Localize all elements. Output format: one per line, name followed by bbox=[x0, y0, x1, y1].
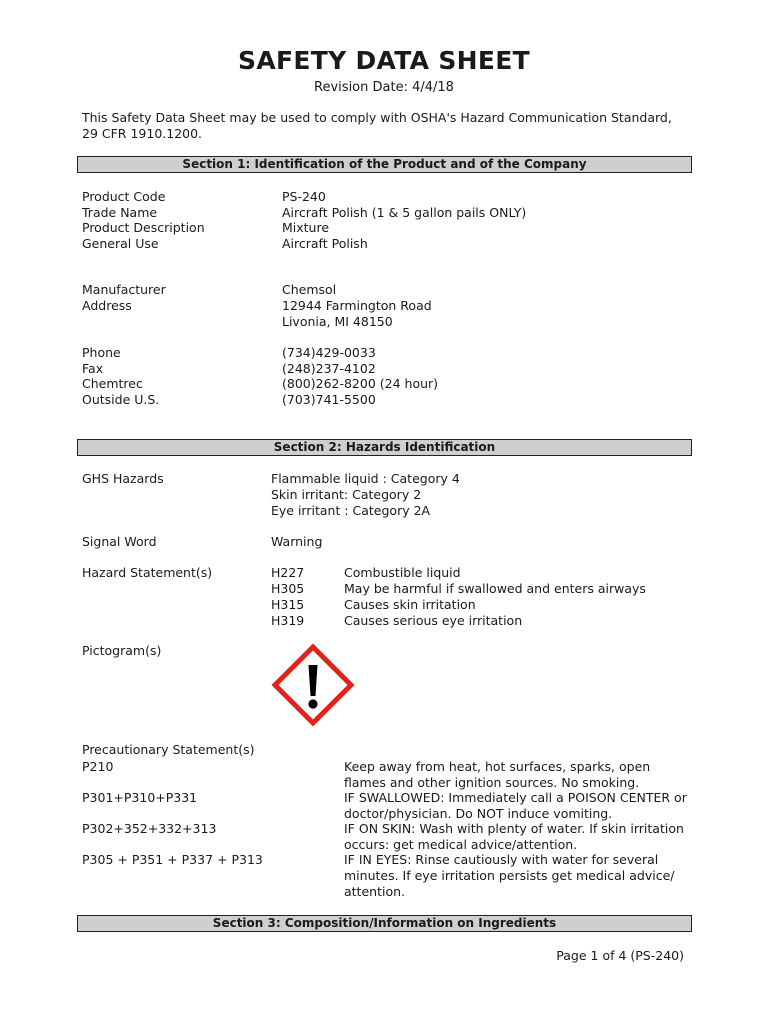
hazard-code: H319 bbox=[271, 613, 305, 628]
ghs-exclamation-mark-icon bbox=[271, 643, 355, 727]
hazard-code: H227 bbox=[271, 565, 305, 580]
ghs-hazard-3: Eye irritant : Category 2A bbox=[271, 503, 431, 518]
signal-word-value: Warning bbox=[271, 534, 323, 549]
hazard-text: Causes serious eye irritation bbox=[344, 613, 523, 628]
fax-value: (248)237-4102 bbox=[282, 361, 376, 376]
phone-value: (734)429-0033 bbox=[282, 345, 376, 360]
revision-date: Revision Date: 4/4/18 bbox=[314, 80, 454, 95]
hazard-text: May be harmful if swallowed and enters airways bbox=[344, 581, 646, 596]
address-label: Address bbox=[82, 298, 132, 313]
signal-word-label: Signal Word bbox=[82, 534, 157, 549]
precautionary-text: IF IN EYES: Rinse cautiously with water for several minutes. If eye irritation persists get medical advice/ attention. bbox=[344, 852, 675, 899]
product-description-label: Product Description bbox=[82, 220, 205, 235]
general-use-label: General Use bbox=[82, 236, 159, 251]
precautionary-statements-label: Precautionary Statement(s) bbox=[82, 742, 255, 757]
product-description-value: Mixture bbox=[282, 220, 330, 235]
document-title: SAFETY DATA SHEET bbox=[238, 46, 530, 75]
phone-label: Phone bbox=[82, 345, 121, 360]
ghs-hazard-1: Flammable liquid : Category 4 bbox=[271, 471, 460, 486]
general-use-value: Aircraft Polish bbox=[282, 236, 368, 251]
trade-name-label: Trade Name bbox=[82, 205, 158, 220]
hazard-text: Combustible liquid bbox=[344, 565, 461, 580]
hazard-code: H315 bbox=[271, 597, 305, 612]
manufacturer-label: Manufacturer bbox=[82, 282, 166, 297]
address-line-2: Livonia, MI 48150 bbox=[282, 314, 393, 329]
product-code-label: Product Code bbox=[82, 189, 166, 204]
hazard-text: Causes skin irritation bbox=[344, 597, 476, 612]
page-footer: Page 1 of 4 (PS-240) bbox=[556, 948, 684, 963]
trade-name-value: Aircraft Polish (1 & 5 gallon pails ONLY) bbox=[282, 205, 527, 220]
chemtrec-label: Chemtrec bbox=[82, 376, 143, 391]
hazard-code: H305 bbox=[271, 581, 305, 596]
precautionary-code: P305 + P351 + P337 + P313 bbox=[82, 852, 263, 867]
precautionary-text: IF ON SKIN: Wash with plenty of water. If skin irritation occurs: get medical advice/attention. bbox=[344, 821, 684, 852]
precautionary-text: Keep away from heat, hot surfaces, sparks, open flames and other ignition sources. No smoking. bbox=[344, 759, 651, 790]
ghs-hazard-2: Skin irritant: Category 2 bbox=[271, 487, 422, 502]
precautionary-code: P301+P310+P331 bbox=[82, 790, 198, 805]
hazard-statements-label: Hazard Statement(s) bbox=[82, 565, 213, 580]
chemtrec-value: (800)262-8200 (24 hour) bbox=[282, 376, 439, 391]
outside-us-value: (703)741-5500 bbox=[282, 392, 376, 407]
ghs-hazards-label: GHS Hazards bbox=[82, 471, 164, 486]
outside-us-label: Outside U.S. bbox=[82, 392, 160, 407]
precautionary-code: P210 bbox=[82, 759, 114, 774]
manufacturer-value: Chemsol bbox=[282, 282, 337, 297]
intro-paragraph: This Safety Data Sheet may be used to comply with OSHA's Hazard Communication Standard, 29 CFR 1910.1200. bbox=[82, 110, 672, 141]
section-1-header: Section 1: Identification of the Product and of the Company bbox=[77, 156, 692, 173]
section-3-header: Section 3: Composition/Information on Ingredients bbox=[77, 915, 692, 932]
precautionary-text: IF SWALLOWED: Immediately call a POISON CENTER or doctor/physician. Do NOT induce vomiting. bbox=[344, 790, 687, 821]
address-line-1: 12944 Farmington Road bbox=[282, 298, 432, 313]
fax-label: Fax bbox=[82, 361, 104, 376]
section-2-header: Section 2: Hazards Identification bbox=[77, 439, 692, 456]
product-code-value: PS-240 bbox=[282, 189, 326, 204]
precautionary-code: P302+352+332+313 bbox=[82, 821, 217, 836]
pictogram-label: Pictogram(s) bbox=[82, 643, 162, 658]
